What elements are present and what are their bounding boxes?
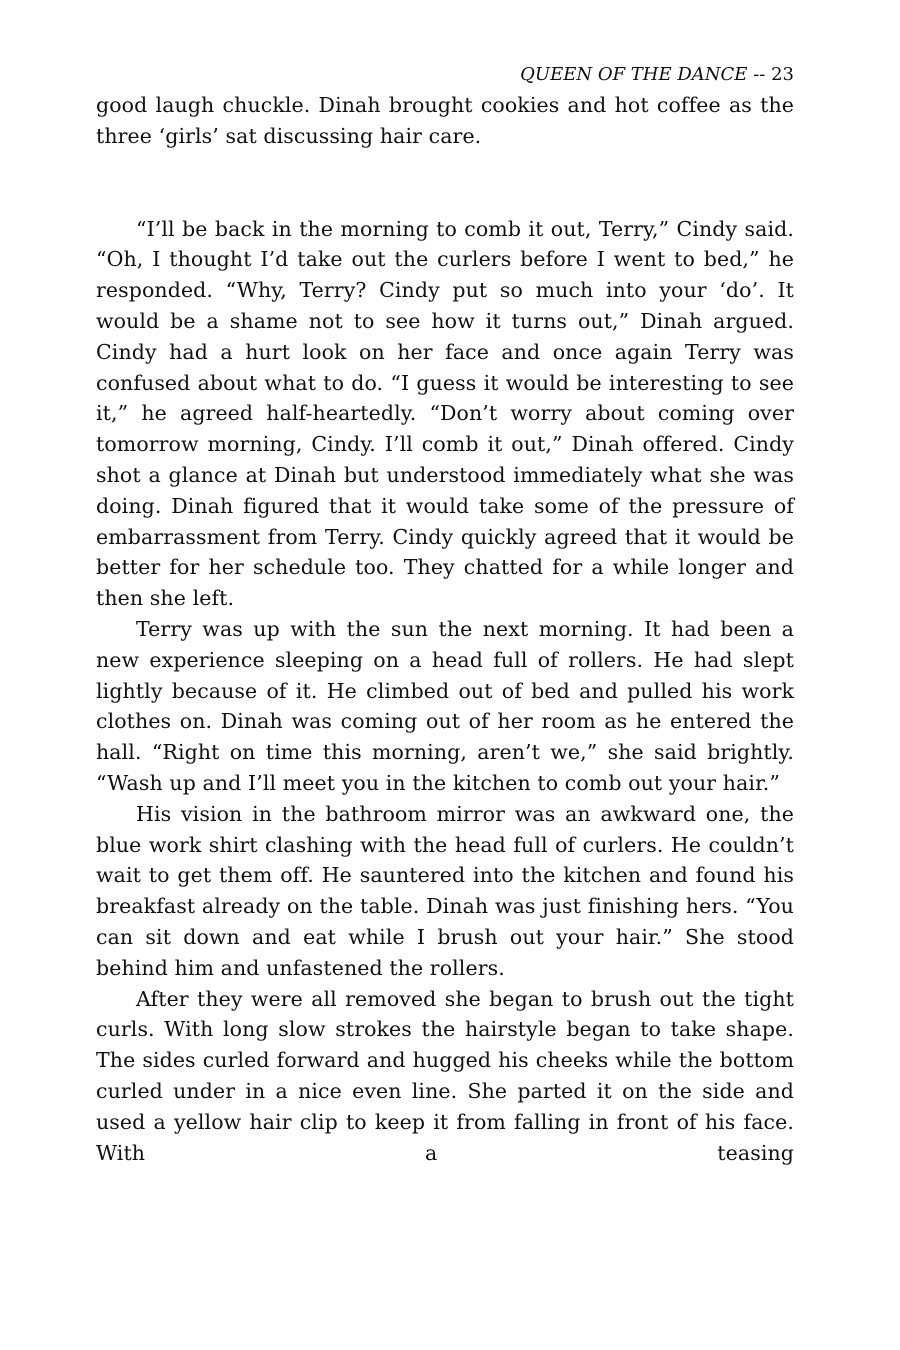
- body-text: [96, 90, 794, 1168]
- header-separator: --: [753, 64, 766, 85]
- paragraph: His vision in the bathroom mirror was an awkward one, the blue work shirt clashing with the head full of curlers. He couldn’t wait to get them off. He sauntered into the kitchen and found his breakfast already on the table. Dinah was just finishing hers. “You can sit down and eat while I brush out your hair.” She stood behind him and unfastened the rollers.: [96, 801, 794, 980]
- book-title: QUEEN OF THE DANCE: [520, 64, 748, 85]
- paragraph-continued: good laugh chuckle. Dinah brought cookies and hot coffee as the three ‘girls’ sat discussing hair care.: [96, 93, 794, 148]
- running-header: [96, 60, 794, 90]
- book-page: [96, 60, 794, 1168]
- section-break: [96, 152, 794, 214]
- paragraph: Terry was up with the sun the next morning. It had been a new experience sleeping on a head full of rollers. He had slept lightly because of it. He climbed out of bed and pulled his work clothes on. Dinah was coming out of her room as he entered the hall. “Right on time this morning, aren’t we,” she said brightly. “Wash up and I’ll meet you in the kitchen to comb out your hair.”: [96, 616, 794, 795]
- paragraph: “I’ll be back in the morning to comb it out, Terry,” Cindy said. “Oh, I thought I’d take out the curlers before I went to bed,” he responded. “Why, Terry? Cindy put so much into your ‘do’. It would be a shame not to see how it turns out,” Dinah argued. Cindy had a hurt look on her face and once again Terry was confused about what to do. “I guess it would be interesting to see it,” he agreed half-heartedly. “Don’t worry about coming over tomorrow morning, Cindy. I’ll comb it out,” Dinah offered. Cindy shot a glance at Dinah but understood immediately what she was doing. Dinah figured that it would take some of the pressure of embarrassment from Terry. Cindy quickly agreed that it would be better for her schedule too. They chatted for a while longer and then she left.: [96, 216, 794, 611]
- paragraph-last: After they were all removed she began to brush out the tight curls. With long slow strokes the hairstyle began to take shape. The sides curled forward and hugged his cheeks while the bottom curled under in a nice even line. She parted it on the side and used a yellow hair clip to keep it from falling in front of his face. With a teasing: [96, 986, 794, 1165]
- page-number: 23: [771, 64, 794, 85]
